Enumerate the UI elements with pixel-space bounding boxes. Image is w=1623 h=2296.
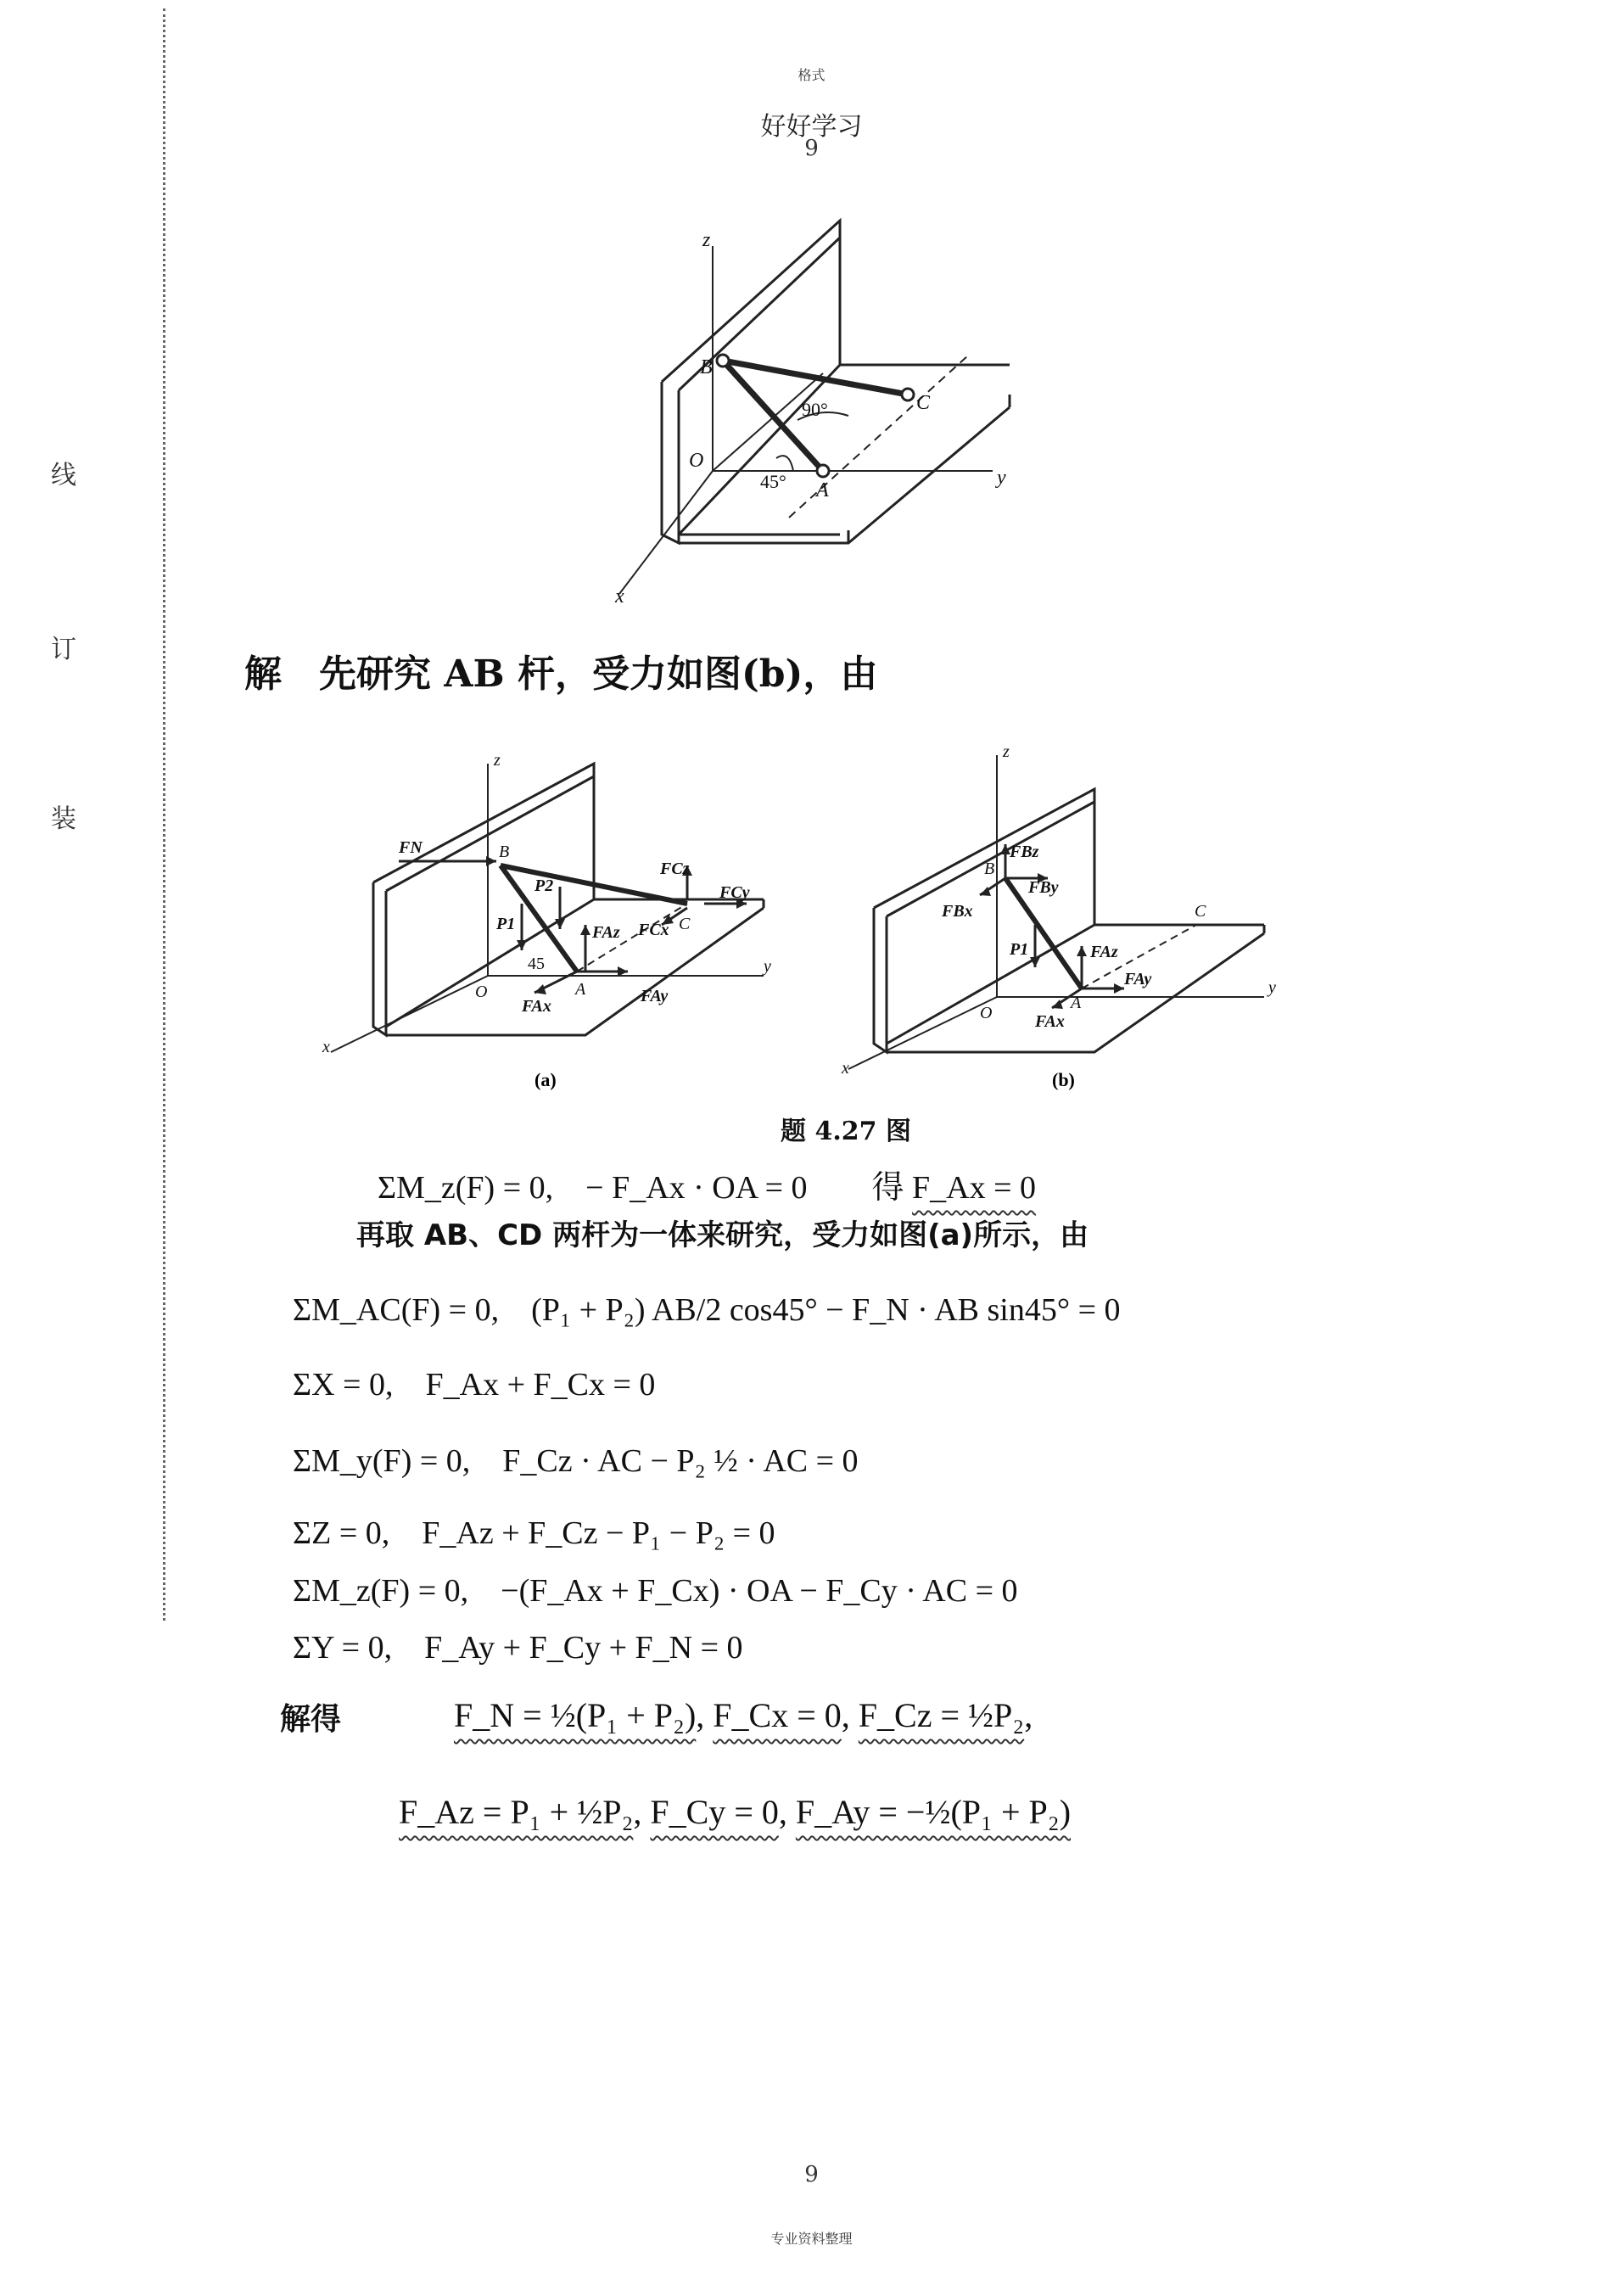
fig2a-label-faz: FAz — [592, 923, 620, 942]
figure-2a-diagram — [305, 747, 781, 1095]
fig2a-sublabel: (a) — [534, 1069, 557, 1090]
equation-moment-z: ΣM_z(F) = 0, −(F_Ax + F_Cx) · OA − F_Cy · AC = 0 — [293, 1573, 1018, 1609]
fig2b-label-fax: FAx — [1035, 1012, 1065, 1031]
fig2a-label-fcx: FCx — [638, 921, 669, 939]
solution-line-2: F_Az = P₁ + ½P₂, F_Cy = 0, F_Ay = −½(P₁ + P₂) — [399, 1793, 1072, 1831]
fig2a-label-angle: 45 — [528, 955, 545, 973]
equation-1-text: ΣM_z(F) = 0, − F_Ax · OA = 0 得 — [378, 1170, 904, 1206]
fig2a-label-b: B — [499, 843, 510, 861]
solution-label: 解得 — [280, 1701, 342, 1737]
fig2b-label-fby: FBy — [1028, 878, 1059, 897]
fig2a-label-x: x — [322, 1038, 330, 1056]
fig2a-label-p2: P2 — [534, 876, 554, 895]
fig2a-label-fax: FAx — [522, 997, 551, 1016]
fig1-angle-90: 90° — [802, 399, 828, 420]
fig2a-label-fcy: FCy — [719, 883, 750, 902]
fig2b-label-b: B — [984, 860, 995, 878]
footer-label: 专业资料整理 — [770, 2231, 853, 2247]
fig2b-label-z: z — [1003, 742, 1010, 761]
fig2b-label-o: O — [980, 1004, 993, 1022]
fig2a-label-p1: P1 — [496, 915, 516, 933]
result-fcy: F_Cy = 0 — [650, 1793, 779, 1831]
equation-sum-x: ΣX = 0, F_Ax + F_Cx = 0 — [293, 1367, 656, 1403]
fig2b-sublabel: (b) — [1052, 1069, 1075, 1090]
fig2b-label-c: C — [1195, 902, 1206, 921]
text-whole-system: 再取 AB、CD 两杆为一体来研究，受力如图(a)所示，由 — [356, 1218, 1089, 1252]
fig2b-label-faz: FAz — [1090, 943, 1118, 961]
fig2b-label-x: x — [842, 1059, 849, 1078]
equation-moment-ac: ΣM_AC(F) = 0, (P₁ + P₂) AB/2 cos45° − F_N · AB sin45° = 0 — [293, 1292, 1121, 1328]
page-subtitle: 好好学习 — [760, 112, 863, 142]
fig2a-label-y: y — [764, 957, 771, 976]
equation-1 — [378, 1161, 1036, 1207]
header-label: 格式 — [798, 67, 825, 83]
equation-moment-y: ΣM_y(F) = 0, F_Cz · AC − P₂ ½ · AC = 0 — [293, 1443, 859, 1479]
equation-sum-z: ΣZ = 0, F_Az + F_Cz − P₁ − P₂ = 0 — [293, 1515, 775, 1551]
fig2a-label-o: O — [475, 983, 488, 1001]
solution-line-1: F_N = ½(P₁ + P₂), F_Cx = 0, F_Cz = ½P₂, — [454, 1696, 1033, 1734]
result-fn: F_N = ½(P₁ + P₂) — [454, 1696, 697, 1734]
page-number-top: 9 — [804, 136, 819, 161]
fig1-label-o: O — [689, 450, 704, 472]
binding-line — [163, 8, 165, 1621]
fig2b-label-a: A — [1071, 994, 1082, 1012]
margin-char-zhuang: 装 — [51, 804, 76, 834]
fig2b-label-y: y — [1268, 978, 1276, 997]
fig2a-label-fcz: FCz — [660, 860, 690, 878]
joint-c — [902, 389, 914, 400]
joint-a — [817, 465, 829, 477]
fig1-angle-45: 45° — [760, 471, 786, 492]
fig2a-label-fay: FAy — [641, 987, 669, 1005]
figure-caption: 题 4.27 图 — [781, 1117, 911, 1146]
fig2a-label-fn: FN — [399, 838, 423, 857]
equation-sum-y: ΣY = 0, F_Ay + F_Cy + F_N = 0 — [293, 1630, 743, 1666]
figure-1-diagram — [594, 204, 1069, 611]
solution-intro: 解 先研究 AB 杆，受力如图(b)，由 — [244, 652, 878, 696]
fig2a-label-z: z — [494, 751, 501, 770]
fig1-label-b: B — [700, 356, 713, 378]
fig1-label-c: C — [916, 392, 931, 414]
fig2a-label-c: C — [679, 915, 691, 933]
fig1-label-a: A — [816, 479, 829, 501]
fig2b-label-fbz: FBz — [1010, 843, 1039, 861]
figure-2b-diagram — [840, 738, 1298, 1095]
margin-char-xian: 线 — [51, 461, 76, 490]
fig1-label-x: x — [615, 585, 624, 608]
result-fcx: F_Cx = 0 — [713, 1696, 842, 1734]
joint-b — [717, 355, 729, 367]
result-fay: F_Ay = −½(P₁ + P₂) — [795, 1793, 1072, 1831]
equation-1-result: F_Ax = 0 — [912, 1170, 1037, 1206]
margin-char-ding: 订 — [51, 635, 76, 664]
page-number-bottom: 9 — [804, 2162, 819, 2187]
fig1-label-z: z — [702, 229, 711, 251]
fig2b-label-p1: P1 — [1010, 940, 1029, 959]
fig2b-label-fbx: FBx — [942, 902, 973, 921]
result-fcz: F_Cz = ½P₂ — [858, 1696, 1025, 1734]
fig2b-label-fay: FAy — [1124, 970, 1152, 988]
fig1-label-y: y — [997, 467, 1006, 489]
fig2a-label-a: A — [575, 980, 586, 999]
result-faz: F_Az = P₁ + ½P₂ — [399, 1793, 634, 1831]
